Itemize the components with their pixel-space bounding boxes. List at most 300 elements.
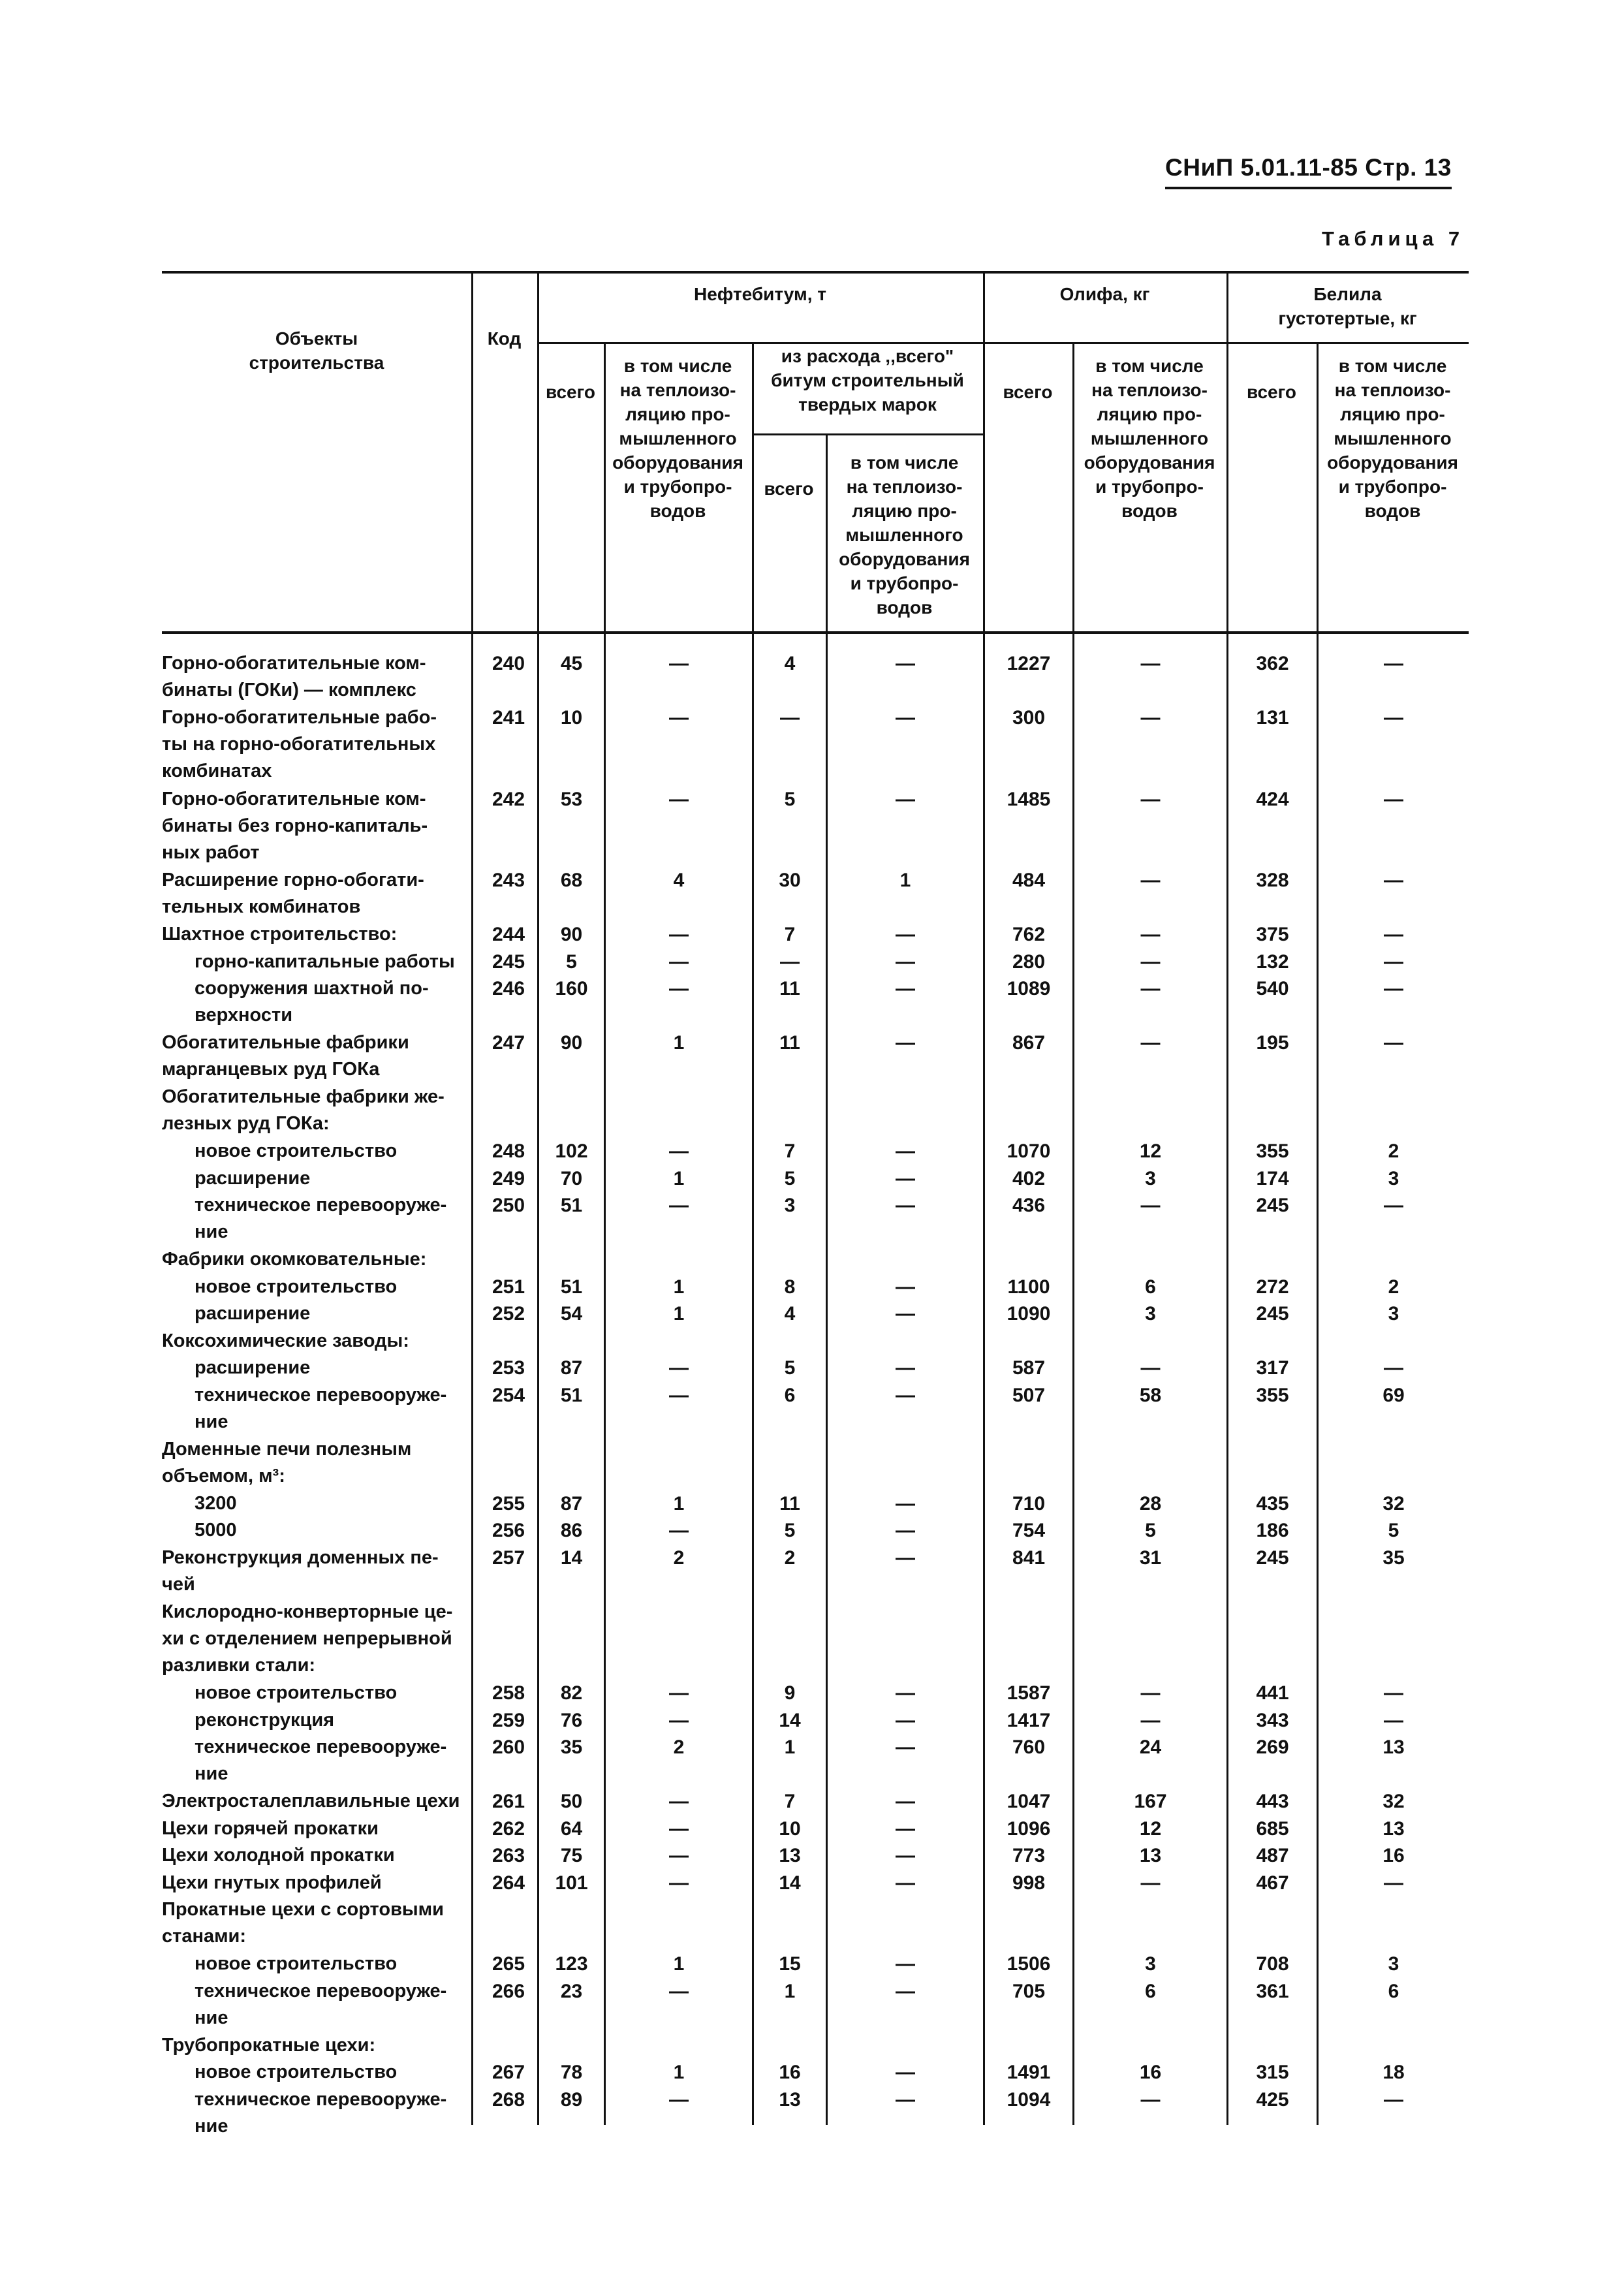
row-label: техническое перевооруже- ние xyxy=(195,1384,447,1432)
cell-nb-total: 51 xyxy=(560,1384,583,1406)
cell-nb-ins: — xyxy=(669,1791,689,1812)
cell-bit-ins: — xyxy=(896,1953,915,1975)
cell-nb-total: 75 xyxy=(560,1845,583,1866)
cell-nb-ins: 1 xyxy=(673,1303,685,1325)
cell-nb-ins: — xyxy=(669,1520,689,1541)
cell-be-total: 425 xyxy=(1256,2088,1289,2111)
cell-ol-total: 841 xyxy=(1012,1546,1046,1569)
cell-bit-ins: — xyxy=(896,707,915,729)
cell-nb-ins: — xyxy=(669,1357,689,1379)
cell-ol-total: 867 xyxy=(1012,1032,1046,1054)
cell-bit-total: 11 xyxy=(779,978,800,999)
cell-code: 262 xyxy=(492,1817,525,1840)
cell-be-ins: — xyxy=(1384,978,1403,999)
row-label: техническое перевооруже- ние xyxy=(195,1736,447,1784)
cell-nb-ins: — xyxy=(669,1709,689,1731)
cell-be-total: 245 xyxy=(1256,1303,1289,1325)
cell-nb-total: 89 xyxy=(560,2088,583,2111)
cell-nb-total: 70 xyxy=(560,1167,583,1189)
cell-be-total: 424 xyxy=(1256,788,1289,810)
cell-nb-ins: 2 xyxy=(673,1736,685,1758)
cell-ol-ins: 5 xyxy=(1145,1520,1156,1541)
cell-bit-ins: — xyxy=(896,1032,915,1054)
cell-bit-total: 4 xyxy=(784,653,796,674)
cell-nb-ins: — xyxy=(669,1817,689,1840)
cell-ol-total: 1047 xyxy=(1007,1791,1051,1812)
cell-nb-total: 51 xyxy=(560,1195,583,1216)
cell-bit-total: 14 xyxy=(779,1709,801,1731)
cell-ol-ins: — xyxy=(1140,707,1161,729)
cell-bit-ins: — xyxy=(896,1520,915,1541)
cell-ol-total: 1417 xyxy=(1007,1709,1051,1731)
cell-nb-total: 54 xyxy=(560,1303,583,1325)
row-label: расширение xyxy=(195,1167,311,1189)
row-label: Коксохимические заводы: xyxy=(162,1330,409,1351)
cell-nb-ins: 2 xyxy=(673,1546,685,1569)
cell-ol-ins: 16 xyxy=(1139,2062,1162,2083)
cell-bit-total: 5 xyxy=(784,1167,796,1189)
cell-nb-ins: — xyxy=(669,788,689,810)
cell-ol-ins: 6 xyxy=(1145,1276,1156,1298)
row-label: новое строительство xyxy=(195,1276,398,1297)
cell-bit-ins: — xyxy=(896,1845,915,1866)
cell-ol-ins: 13 xyxy=(1139,1845,1162,1866)
cell-nb-total: 35 xyxy=(560,1736,583,1758)
cell-ol-total: 1587 xyxy=(1007,1682,1051,1704)
row-label: Обогатительные фабрики марганцевых руд ГОКа xyxy=(162,1032,409,1080)
page-header: СНиП 5.01.11-85 Стр. 13 xyxy=(1165,154,1452,189)
cell-be-ins: 2 xyxy=(1388,1140,1399,1162)
cell-nb-ins: 4 xyxy=(673,870,685,891)
header-code: Код xyxy=(487,328,522,349)
row-label: Трубопрокатные цехи: xyxy=(162,2034,376,2056)
cell-be-ins: — xyxy=(1384,788,1403,810)
header-olifa: Олифа, кг xyxy=(1059,284,1150,304)
table-top-rule xyxy=(162,271,1469,274)
cell-bit-ins: — xyxy=(896,1492,915,1515)
cell-nb-total: 160 xyxy=(555,978,588,999)
row-label: Горно-обогатительные ком- бинаты без горно-капиталь- ных работ xyxy=(162,788,428,863)
cell-bit-total: 1 xyxy=(784,1736,796,1758)
cell-be-ins: 13 xyxy=(1382,1817,1405,1840)
cell-ol-ins: — xyxy=(1140,978,1161,999)
cell-bit-total: — xyxy=(780,950,800,973)
cell-be-total: 195 xyxy=(1256,1032,1289,1054)
cell-bit-total: 2 xyxy=(784,1546,796,1569)
cell-bit-ins: — xyxy=(896,950,915,973)
cell-bit-total: 7 xyxy=(784,1140,796,1162)
cell-be-ins: — xyxy=(1384,924,1403,945)
cell-nb-total: 51 xyxy=(560,1276,583,1298)
cell-bit-ins: — xyxy=(896,2088,915,2111)
cell-nb-total: 14 xyxy=(560,1546,583,1569)
cell-code: 242 xyxy=(492,788,525,810)
cell-be-total: 343 xyxy=(1256,1709,1289,1731)
cell-code: 241 xyxy=(492,707,525,729)
cell-ol-ins: — xyxy=(1140,950,1161,973)
cell-be-total: 375 xyxy=(1256,924,1289,945)
cell-ol-ins: 31 xyxy=(1139,1546,1162,1569)
cell-bit-ins: — xyxy=(896,1546,915,1569)
cell-ol-ins: — xyxy=(1140,788,1161,810)
cell-be-total: 355 xyxy=(1256,1140,1289,1162)
row-label: новое строительство xyxy=(195,1682,398,1703)
cell-bit-ins: — xyxy=(896,1276,915,1298)
row-label: Прокатные цехи с сортовыми станами: xyxy=(162,1899,444,1947)
cell-code: 258 xyxy=(492,1682,525,1704)
cell-be-total: 269 xyxy=(1256,1736,1289,1758)
cell-be-ins: 5 xyxy=(1388,1520,1399,1541)
cell-be-ins: 3 xyxy=(1388,1167,1399,1189)
cell-be-ins: 3 xyxy=(1388,1953,1399,1975)
row-label: Цехи горячей прокатки xyxy=(162,1817,379,1839)
header-belila-insulation: в том числе на теплоизо- ляцию про- мышленного оборудования и трубопро- водов xyxy=(1327,356,1458,521)
cell-code: 266 xyxy=(492,1980,525,2002)
cell-be-ins: — xyxy=(1384,653,1403,674)
cell-nb-ins: — xyxy=(669,1845,689,1866)
cell-bit-total: 15 xyxy=(779,1953,801,1975)
cell-code: 253 xyxy=(492,1357,525,1379)
cell-be-ins: 6 xyxy=(1388,1980,1399,2002)
cell-bit-ins: — xyxy=(896,1709,915,1731)
cell-code: 256 xyxy=(492,1520,525,1541)
cell-code: 260 xyxy=(492,1736,525,1758)
row-label: горно-капитальные работы xyxy=(195,950,455,972)
cell-bit-ins: — xyxy=(896,1791,915,1812)
cell-be-total: 131 xyxy=(1256,707,1289,729)
cell-be-ins: — xyxy=(1384,1682,1403,1704)
cell-ol-ins: — xyxy=(1140,653,1161,674)
cell-bit-total: — xyxy=(780,707,800,729)
header-belila: Белила густотертые, кг xyxy=(1278,284,1417,328)
row-label: 3200 xyxy=(195,1492,237,1514)
cell-ol-ins: 58 xyxy=(1139,1384,1162,1406)
cell-ol-ins: 28 xyxy=(1139,1492,1162,1515)
row-label: новое строительство xyxy=(195,1953,398,1974)
cell-ol-ins: 24 xyxy=(1139,1736,1162,1758)
cell-be-total: 317 xyxy=(1256,1357,1289,1379)
cell-nb-ins: 1 xyxy=(673,1492,685,1515)
cell-ol-ins: — xyxy=(1140,1682,1161,1704)
cell-bit-total: 3 xyxy=(784,1195,796,1216)
cell-ol-total: 1094 xyxy=(1007,2088,1051,2111)
cell-nb-total: 64 xyxy=(560,1817,583,1840)
cell-be-ins: — xyxy=(1384,1709,1403,1731)
cell-be-total: 186 xyxy=(1256,1520,1289,1541)
cell-bit-total: 7 xyxy=(784,924,796,945)
header-neftebitum: Нефтебитум, т xyxy=(694,284,826,304)
cell-nb-ins: — xyxy=(669,1872,689,1894)
cell-bit-total: 5 xyxy=(784,788,796,810)
cell-be-ins: 18 xyxy=(1382,2062,1405,2083)
cell-nb-total: 90 xyxy=(560,924,583,945)
cell-code: 257 xyxy=(492,1546,525,1569)
cell-ol-total: 1485 xyxy=(1007,788,1051,810)
cell-bit-total: 13 xyxy=(779,1845,801,1866)
cell-bit-ins: — xyxy=(896,1167,915,1189)
cell-ol-ins: 3 xyxy=(1145,1167,1156,1189)
row-label: реконструкция xyxy=(195,1709,335,1731)
cell-ol-ins: — xyxy=(1140,1195,1161,1216)
cell-nb-total: 86 xyxy=(560,1520,583,1541)
header-nb-insulation: в том числе на теплоизо- ляцию про- мышленного оборудования и трубопро- водов xyxy=(612,356,743,521)
row-label: Фабрики окомковательные: xyxy=(162,1249,427,1270)
cell-ol-ins: — xyxy=(1140,870,1161,891)
cell-bit-ins: — xyxy=(896,1140,915,1162)
cell-bit-total: 1 xyxy=(784,1980,796,2002)
cell-bit-total: 9 xyxy=(784,1682,796,1704)
cell-nb-total: 123 xyxy=(555,1953,588,1975)
cell-bit-ins: — xyxy=(896,1357,915,1379)
cell-be-total: 487 xyxy=(1256,1845,1289,1866)
cell-ol-ins: — xyxy=(1140,1709,1161,1731)
cell-ol-total: 754 xyxy=(1012,1520,1046,1541)
header-nb-total: всего xyxy=(545,382,596,402)
cell-ol-total: 1506 xyxy=(1007,1953,1051,1975)
cell-bit-ins: — xyxy=(896,1682,915,1704)
cell-code: 244 xyxy=(492,924,525,945)
cell-be-total: 328 xyxy=(1256,870,1289,891)
cell-bit-ins: 1 xyxy=(899,870,911,891)
row-label: новое строительство xyxy=(195,1140,398,1161)
cell-ol-ins: 3 xyxy=(1145,1303,1156,1325)
cell-nb-ins: — xyxy=(669,1140,689,1162)
row-label: Доменные печи полезным объемом, м³: xyxy=(162,1438,412,1486)
cell-bit-ins: — xyxy=(896,1736,915,1758)
cell-bit-total: 16 xyxy=(779,2062,801,2083)
cell-ol-total: 1227 xyxy=(1007,653,1051,674)
cell-nb-ins: — xyxy=(669,707,689,729)
cell-nb-total: 87 xyxy=(560,1492,583,1515)
cell-ol-ins: 167 xyxy=(1134,1791,1167,1812)
cell-be-ins: — xyxy=(1384,1357,1403,1379)
cell-nb-total: 10 xyxy=(560,707,583,729)
cell-bit-ins: — xyxy=(896,653,915,674)
cell-be-total: 245 xyxy=(1256,1546,1289,1569)
cell-nb-ins: — xyxy=(669,924,689,945)
cell-bit-total: 11 xyxy=(779,1492,800,1515)
cell-nb-total: 76 xyxy=(560,1709,583,1731)
cell-be-ins: — xyxy=(1384,950,1403,973)
cell-be-total: 443 xyxy=(1256,1791,1289,1812)
cell-code: 252 xyxy=(492,1303,525,1325)
cell-bit-total: 5 xyxy=(784,1357,796,1379)
cell-nb-ins: — xyxy=(669,978,689,999)
cell-be-total: 132 xyxy=(1256,950,1289,973)
header-bitumen-insulation: в том числе на теплоизо- ляцию про- мышленного оборудования и трубопро- водов xyxy=(839,452,970,618)
table-label: Таблица 7 xyxy=(1322,227,1465,250)
cell-be-ins: 69 xyxy=(1382,1384,1405,1406)
cell-nb-total: 87 xyxy=(560,1357,583,1379)
cell-bit-ins: — xyxy=(896,1817,915,1840)
cell-nb-ins: — xyxy=(669,1195,689,1216)
row-label: Электросталеплавильные цехи xyxy=(162,1791,460,1812)
cell-code: 245 xyxy=(492,950,525,973)
cell-code: 248 xyxy=(492,1140,525,1162)
table-header-bottom-rule xyxy=(162,631,1469,634)
cell-be-ins: 13 xyxy=(1382,1736,1405,1758)
cell-be-total: 467 xyxy=(1256,1872,1289,1894)
cell-be-total: 435 xyxy=(1256,1492,1289,1515)
cell-code: 267 xyxy=(492,2062,525,2083)
cell-be-total: 272 xyxy=(1256,1276,1289,1298)
cell-ol-total: 1070 xyxy=(1007,1140,1051,1162)
cell-be-total: 685 xyxy=(1256,1817,1289,1840)
cell-nb-ins: 1 xyxy=(673,1032,685,1054)
cell-code: 268 xyxy=(492,2088,525,2111)
cell-nb-total: 101 xyxy=(555,1872,588,1894)
cell-code: 264 xyxy=(492,1872,525,1894)
cell-ol-total: 998 xyxy=(1012,1872,1046,1894)
cell-ol-total: 280 xyxy=(1012,950,1046,973)
cell-nb-total: 53 xyxy=(560,788,583,810)
cell-ol-ins: 12 xyxy=(1139,1140,1162,1162)
cell-ol-total: 1090 xyxy=(1007,1303,1051,1325)
row-label: техническое перевооруже- ние xyxy=(195,2088,447,2137)
cell-code: 249 xyxy=(492,1167,525,1189)
cell-ol-total: 300 xyxy=(1012,707,1046,729)
header-bitumen-group: из расхода ,,всего" битум строительный твердых марок xyxy=(771,346,964,415)
cell-code: 251 xyxy=(492,1276,525,1298)
cell-code: 265 xyxy=(492,1953,525,1975)
cell-be-total: 708 xyxy=(1256,1953,1289,1975)
row-label: Обогатительные фабрики же- лезных руд ГОКа: xyxy=(162,1086,445,1134)
cell-code: 246 xyxy=(492,978,525,999)
cell-bit-ins: — xyxy=(896,924,915,945)
row-label: Реконструкция доменных пе- чей xyxy=(162,1546,439,1595)
cell-be-total: 245 xyxy=(1256,1195,1289,1216)
cell-be-total: 362 xyxy=(1256,653,1289,674)
cell-be-ins: — xyxy=(1384,870,1403,891)
cell-nb-total: 102 xyxy=(555,1140,588,1162)
cell-nb-ins: 1 xyxy=(673,1276,685,1298)
cell-nb-ins: — xyxy=(669,1980,689,2002)
cell-bit-ins: — xyxy=(896,1980,915,2002)
cell-ol-total: 773 xyxy=(1012,1845,1046,1866)
cell-ol-total: 1089 xyxy=(1007,978,1051,999)
cell-ol-total: 402 xyxy=(1012,1167,1046,1189)
cell-bit-total: 13 xyxy=(779,2088,801,2111)
cell-ol-total: 1096 xyxy=(1007,1817,1051,1840)
cell-ol-total: 484 xyxy=(1012,870,1046,891)
cell-nb-ins: 1 xyxy=(673,2062,685,2083)
cell-be-ins: 2 xyxy=(1388,1276,1399,1298)
cell-be-ins: — xyxy=(1384,1872,1403,1894)
cell-bit-total: 30 xyxy=(779,870,801,891)
cell-bit-ins: — xyxy=(896,1872,915,1894)
cell-ol-ins: — xyxy=(1140,2088,1161,2111)
cell-nb-total: 45 xyxy=(560,653,583,674)
cell-nb-total: 5 xyxy=(566,950,577,973)
cell-code: 247 xyxy=(492,1032,525,1054)
cell-nb-total: 90 xyxy=(560,1032,583,1054)
cell-code: 250 xyxy=(492,1195,525,1216)
cell-bit-total: 5 xyxy=(784,1520,796,1541)
cell-be-ins: — xyxy=(1384,707,1403,729)
cell-nb-total: 68 xyxy=(560,870,583,891)
cell-ol-ins: — xyxy=(1140,1872,1161,1894)
cell-code: 263 xyxy=(492,1845,525,1866)
cell-be-ins: 3 xyxy=(1388,1303,1399,1325)
row-label: новое строительство xyxy=(195,2062,398,2082)
cell-ol-total: 436 xyxy=(1012,1195,1046,1216)
cell-be-ins: — xyxy=(1384,1032,1403,1054)
cell-nb-ins: — xyxy=(669,1682,689,1704)
header-belila-total: всего xyxy=(1246,382,1297,402)
row-label: расширение xyxy=(195,1303,311,1324)
cell-be-ins: 35 xyxy=(1382,1546,1405,1569)
row-label: техническое перевооруже- ние xyxy=(195,1195,447,1242)
belila-subheader-rule xyxy=(1226,342,1469,344)
cell-be-total: 361 xyxy=(1256,1980,1289,2002)
cell-nb-total: 23 xyxy=(560,1980,583,2002)
cell-bit-ins: — xyxy=(896,978,915,999)
cell-ol-ins: 12 xyxy=(1139,1817,1162,1840)
cell-ol-ins: — xyxy=(1140,1357,1161,1379)
cell-be-total: 441 xyxy=(1256,1682,1289,1704)
cell-bit-total: 4 xyxy=(784,1303,796,1325)
cell-code: 240 xyxy=(492,653,525,674)
cell-bit-total: 8 xyxy=(784,1276,796,1298)
cell-be-total: 355 xyxy=(1256,1384,1289,1406)
cell-nb-ins: — xyxy=(669,2088,689,2111)
cell-ol-total: 762 xyxy=(1012,924,1046,945)
cell-ol-total: 1100 xyxy=(1007,1276,1050,1298)
cell-nb-ins: — xyxy=(669,653,689,674)
cell-bit-total: 6 xyxy=(784,1384,796,1406)
row-label: Цехи гнутых профилей xyxy=(162,1872,382,1893)
cell-code: 259 xyxy=(492,1709,525,1731)
row-label: Цехи холодной прокатки xyxy=(162,1845,395,1866)
cell-bit-ins: — xyxy=(896,1384,915,1406)
cell-be-ins: — xyxy=(1384,2088,1403,2111)
bitumen-subheader-rule xyxy=(752,433,983,435)
row-label: 5000 xyxy=(195,1520,237,1541)
row-label: Расширение горно-обогати- тельных комбинатов xyxy=(162,870,424,917)
cell-ol-ins: — xyxy=(1140,924,1161,945)
cell-bit-total: 10 xyxy=(779,1817,801,1840)
cell-nb-total: 82 xyxy=(560,1682,583,1704)
cell-bit-total: 7 xyxy=(784,1791,796,1812)
header-bitumen-total: всего xyxy=(764,479,814,499)
cell-be-total: 315 xyxy=(1256,2062,1289,2083)
cell-code: 261 xyxy=(492,1791,525,1812)
row-label: сооружения шахтной по- верхности xyxy=(195,978,429,1026)
cell-ol-ins: 3 xyxy=(1145,1953,1156,1975)
header-olifa-total: всего xyxy=(1003,382,1053,402)
row-label: Горно-обогатительные ком- бинаты (ГОКи) — комплекс xyxy=(162,653,426,700)
row-label: Горно-обогатительные рабо- ты на горно-обогатительных комбинатах xyxy=(162,707,437,781)
row-label: Кислородно-конверторные це- хи с отделением непрерывной разливки стали: xyxy=(162,1601,453,1676)
row-label: техническое перевооруже- ние xyxy=(195,1980,447,2028)
cell-bit-ins: — xyxy=(896,1195,915,1216)
cell-bit-ins: — xyxy=(896,788,915,810)
cell-ol-total: 587 xyxy=(1012,1357,1046,1379)
olifa-subheader-rule xyxy=(983,342,1226,344)
cell-bit-ins: — xyxy=(896,1303,915,1325)
cell-code: 243 xyxy=(492,870,525,891)
cell-ol-total: 760 xyxy=(1012,1736,1046,1758)
cell-code: 255 xyxy=(492,1492,525,1515)
cell-ol-total: 507 xyxy=(1012,1384,1046,1406)
cell-be-ins: 32 xyxy=(1382,1492,1405,1515)
cell-nb-ins: — xyxy=(669,950,689,973)
cell-be-ins: 16 xyxy=(1382,1845,1405,1866)
cell-ol-total: 710 xyxy=(1012,1492,1046,1515)
cell-be-ins: — xyxy=(1384,1195,1403,1216)
cell-bit-total: 11 xyxy=(779,1032,800,1054)
cell-nb-total: 50 xyxy=(560,1791,583,1812)
